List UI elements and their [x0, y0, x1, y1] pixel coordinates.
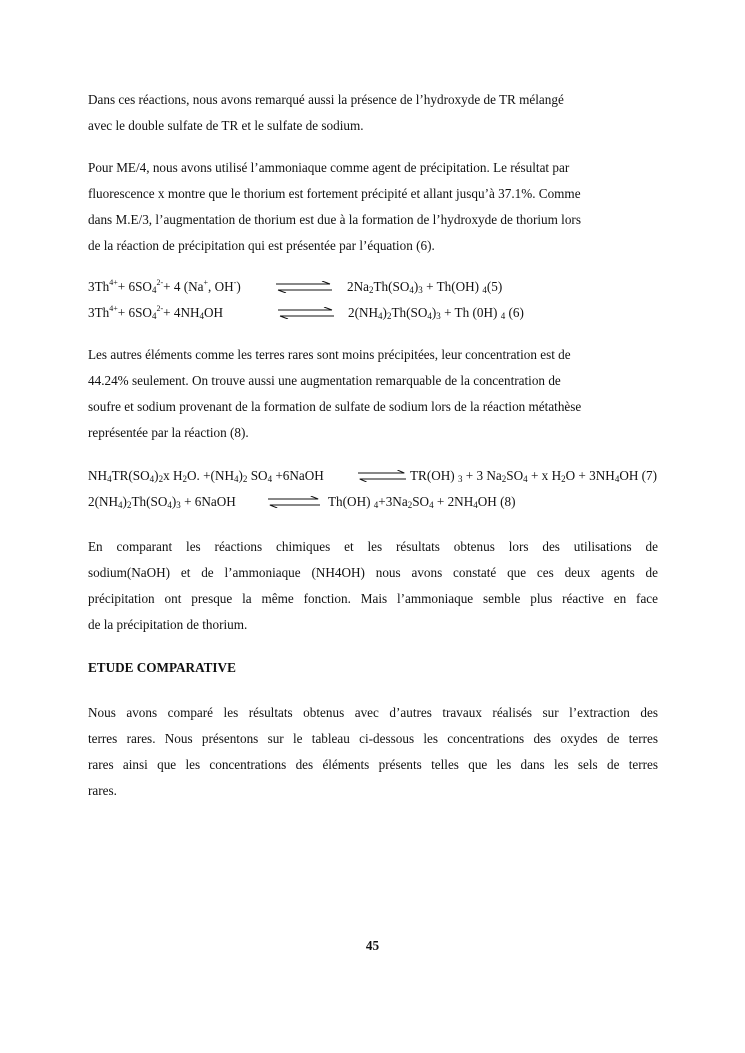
paragraph-comparaison — [88, 534, 658, 638]
text-line: sodium(NaOH) et de l’ammoniaque (NH4OH) nous avons constaté que ces deux agents de — [88, 565, 658, 580]
text-line: Nous avons comparé les résultats obtenus avec d’autres travaux réalisés sur l’extraction des — [88, 705, 658, 720]
text-line: avec le double sulfate de TR et le sulfate de sodium. — [88, 118, 364, 133]
paragraph-hydroxyde — [88, 87, 658, 139]
equation-left: $3Th^{4+}+ 6SO_4^{2-}+ 4$ (Na+, OH-) — [88, 278, 241, 295]
text-line: représentée par la réaction (8). — [88, 425, 249, 440]
equation-left: $3Th^{4+}+ 6SO_4^{2-}+ 4NH_4OH$ — [88, 304, 224, 321]
paragraph-etude — [88, 700, 658, 804]
paragraph-terres-rares — [88, 342, 658, 446]
text-line: rares ainsi que les concentrations des éléments présents telles que les dans les sels de terres — [88, 757, 658, 772]
equation-5 — [88, 277, 658, 297]
text-line: Pour ME/4, nous avons utilisé l’ammoniaque comme agent de précipitation. Le résultat par — [88, 160, 570, 175]
text-line: En comparant les réactions chimiques et les résultats obtenus lors des utilisations de — [88, 539, 658, 554]
equilibrium-arrow-icon — [268, 496, 320, 508]
equation-7 — [88, 466, 698, 486]
equilibrium-arrow-icon — [276, 281, 332, 293]
equation-left: $NH_4TR(SO_4)_2x$ $H_2O$. $+(NH_4)_2$ $SO_4$ +6NaOH — [88, 468, 324, 484]
text-line: 44.24% seulement. On trouve aussi une augmentation remarquable de la concentration de — [88, 373, 561, 388]
equation-right: TR(OH) $_3$ + 3 $Na_2SO_4 + x$ $H_2O + 3NH_4OH$ (7) — [410, 468, 658, 484]
text-line: dans M.E/3, l’augmentation de thorium est due à la formation de l’hydroxyde de thorium lors — [88, 212, 581, 227]
text-line: soufre et sodium provenant de la formation de sulfate de sodium lors de la réaction métathèse — [88, 399, 582, 414]
text-line: rares. — [88, 783, 117, 798]
text-line: fluorescence x montre que le thorium est fortement précipité et allant jusqu’à 37.1%. Comme — [88, 186, 581, 201]
section-heading: ETUDE COMPARATIVE — [88, 660, 236, 675]
equilibrium-arrow-icon — [358, 470, 406, 482]
text-line: de la réaction de précipitation qui est présentée par l’équation (6). — [88, 238, 435, 253]
equation-8 — [88, 492, 658, 512]
text-line: de la précipitation de thorium. — [88, 617, 248, 632]
equation-left: $2(NH_4)_2Th(SO_4)_3$ + 6NaOH — [88, 494, 236, 510]
paragraph-me4 — [88, 155, 658, 259]
equation-right: $2(NH_4)_2Th(SO_4)_3 + Th$ (0H) $_4$ (6) — [348, 305, 524, 321]
equation-right: Th(OH) $_4+3Na_2SO_4 + 2NH_4OH$ (8) — [328, 494, 516, 510]
text-line: précipitation ont presque la même fonction. Mais l’ammoniaque semble plus réactive en face — [88, 591, 658, 606]
equilibrium-arrow-icon — [278, 307, 334, 319]
page-number: 45 — [365, 938, 380, 953]
equation-6 — [88, 303, 658, 323]
text-line: Dans ces réactions, nous avons remarqué aussi la présence de l’hydroxyde de TR mélangé — [88, 92, 564, 107]
text-line: terres rares. Nous présentons sur le tableau ci-dessous les concentrations des oxydes de terres — [88, 731, 658, 746]
text-line: Les autres éléments comme les terres rares sont moins précipitées, leur concentration est de — [88, 347, 571, 362]
equation-right: $2Na_2Th(SO_4)_3 + Th(OH)$ $_4$(5) — [347, 279, 503, 295]
